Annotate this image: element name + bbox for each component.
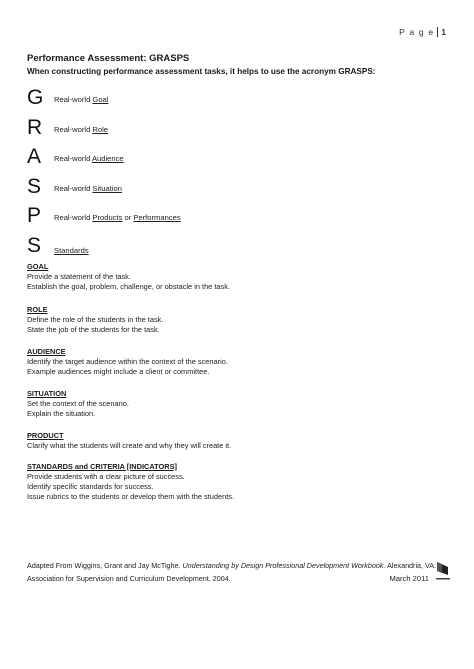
acronym-term: Situation [92,183,122,193]
section-goal [27,262,447,292]
acronym-letter: S [27,174,42,198]
acronym-description: Real-world Audience [54,154,124,163]
section-heading: GOAL [27,262,49,271]
section-situation [27,389,447,419]
section-audience [27,347,447,377]
page-number-value: 1 [441,27,446,37]
section-line: Provide students with a clear picture of success. [27,472,185,481]
citation-book-title: Understanding by Design Professional Development Workbook. [182,561,386,570]
section-heading: AUDIENCE [27,347,66,356]
acronym-letter: R [27,115,43,139]
section-line: State the job of the students for the task. [27,325,160,335]
acronym-description [54,246,89,255]
section-line: Define the role of the students in the task. [27,315,164,324]
citation-footer [27,559,447,585]
section-heading: SITUATION [27,389,67,398]
acronym-letter: A [27,145,42,168]
document-date: March 2011 [389,574,429,583]
acronym-term: Role [92,124,109,134]
page-number [399,27,446,37]
acronym-row-audience [27,145,447,175]
acronym-term: Products [92,213,123,222]
document-title: Performance Assessment: GRASPS [27,53,190,64]
section-line: Provide a statement of the task. [27,272,131,281]
section-heading: PRODUCT [27,431,64,440]
acronym-row-goal [27,86,447,116]
acronym-description: Real-world Goal [54,95,109,104]
section-line: Identify the target audience within the context of the scenario. [27,357,228,366]
acronym-description: Real-world Role [54,124,109,134]
acronym-term-secondary: Performances [133,213,181,222]
section-heading: ROLE [27,305,48,314]
acronym-row-situation [27,175,447,205]
citation-line-1: Adapted From Wiggins, Grant and Jay McTighe. Understanding by Design Professional Development Workbook. Alexandria, VA: [27,561,437,570]
acronym-row-standards [27,234,447,264]
section-product [27,431,447,451]
acronym-row-role [27,116,447,146]
section-role [27,305,447,335]
section-line: Establish the goal, problem, challenge, or obstacle in the task. [27,282,230,292]
acronym-term: Goal [92,95,109,104]
section-line: Issue rubrics to the students or develop them with the students. [27,492,235,502]
section-line: Explain the situation. [27,409,96,419]
acronym-letter: P [27,204,42,227]
acronym-description: Real-world Situation [54,183,122,193]
section-standards-criteria [27,462,447,503]
section-line: Clarify what the students will create and why they will create it. [27,441,232,450]
acronym-row-products [27,204,447,234]
acronym-letter: G [27,86,44,109]
acronym-letter: S [27,233,42,257]
grasps-acronym-list [27,86,447,263]
acronym-term: Audience [91,154,124,163]
section-heading: STANDARDS and CRITERIA [INDICATORS] [27,462,177,471]
page-label-word: P a g e [399,27,435,37]
acronym-term: Standards [54,245,89,255]
publisher-logo-icon [436,560,450,582]
section-line: Set the context of the scenario. [27,399,129,408]
section-line: Identify specific standards for success. [27,482,154,492]
section-line: Example audiences might include a client or committee. [27,367,210,377]
citation-line-2: Association for Supervision and Curriculum Development. 2004. [27,574,231,583]
intro-text: When constructing performance assessment tasks, it helps to use the acronym GRASPS: [27,67,376,76]
acronym-description: Real-world Products or Performances [54,213,181,222]
